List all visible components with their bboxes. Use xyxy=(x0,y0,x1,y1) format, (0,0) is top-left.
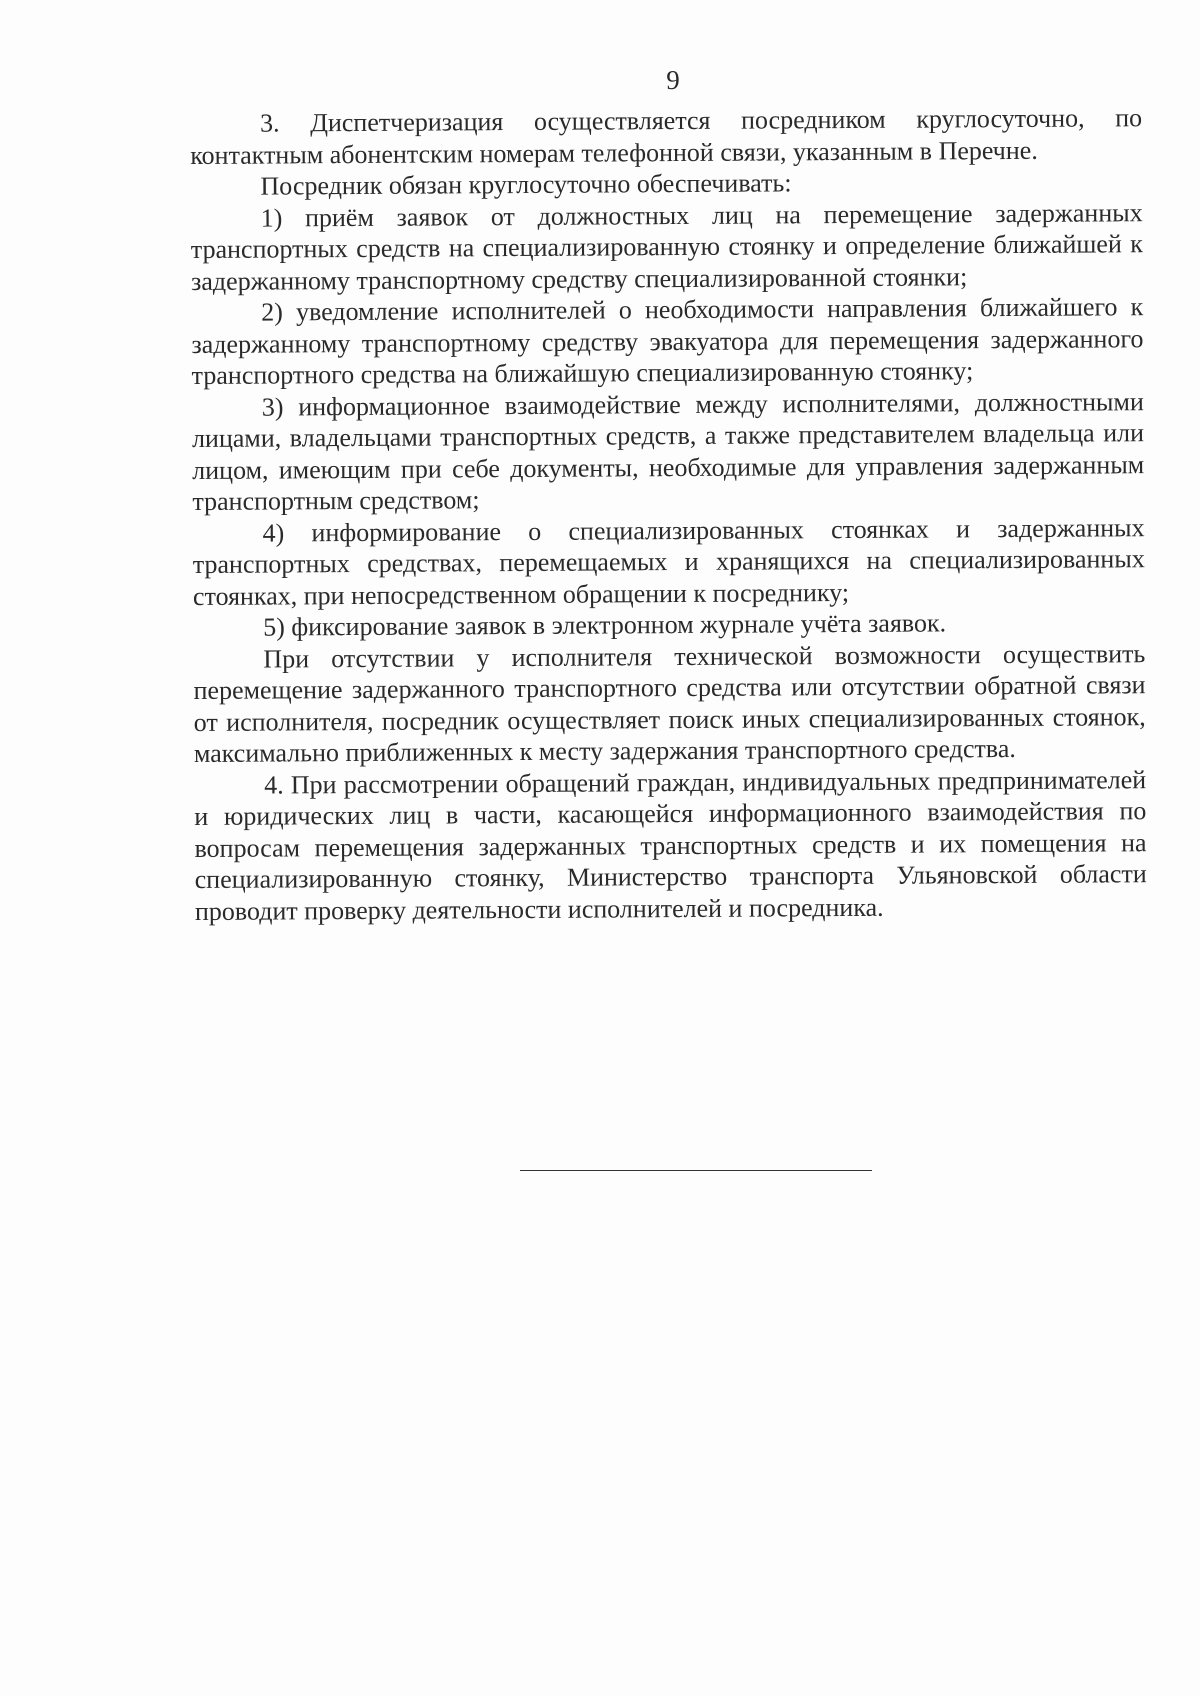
list-item-3: 3) информационное взаимодействие между исполнителями, должностными лицами, владельцами транспортных средств, а также представителем владельца или лицом, имеющим при себе документы, необходимые для управления задержанным транспортным средством; xyxy=(191,386,1145,516)
list-item-1: 1) приём заявок от должностных лиц на перемещение задержанных транспортных средств на специализированную стоянку и определение ближайшей к задержанному транспортному средству специализированной стоянки; xyxy=(190,197,1143,296)
paragraph-no-capacity: При отсутствии у исполнителя технической возможности осуществить перемещение задержанного транспортного средства или отсутствии обратной связи от исполнителя, посредник осуществляет поиск иных специализированных стоянок, максимально приближенных к месту задержания транспортного средства. xyxy=(193,638,1146,768)
list-item-4: 4) информирование о специализированных стоянках и задержанных транспортных средствах, перемещаемых и хранящихся на специализированных стоянках, при непосредственном обращении к посреднику; xyxy=(192,512,1145,611)
closing-rule xyxy=(520,1170,872,1171)
list-item-5: 5) фиксирование заявок в электронном журнале учёта заявок. xyxy=(263,608,947,642)
paragraph-inspection: 4. При рассмотрении обращений граждан, индивидуальных предпринимателей и юридических лиц в части, касающейся информационного взаимодействия по вопросам перемещения задержанных транспортных средств и их помещения на специализированную стоянку, Министерство транспорта Ульяновской области проводит проверку деятельности исполнителей и посредника. xyxy=(194,764,1147,926)
list-item-2: 2) уведомление исполнителей о необходимости направления ближайшего к задержанному транспортному средству эвакуатора для перемещения задержанного транспортного средства на ближайшую специализированную стоянку; xyxy=(191,292,1144,390)
document-body xyxy=(190,102,1147,927)
page-number: 9 xyxy=(666,65,680,95)
paragraph-dispatching: 3. Диспетчеризация осуществляется посредником круглосуточно, по контактным абонентским номерам телефонной связи, указанным в Перечне. xyxy=(190,103,1143,170)
paragraph-obligations-intro: Посредник обязан круглосуточно обеспечивать: xyxy=(260,168,792,201)
